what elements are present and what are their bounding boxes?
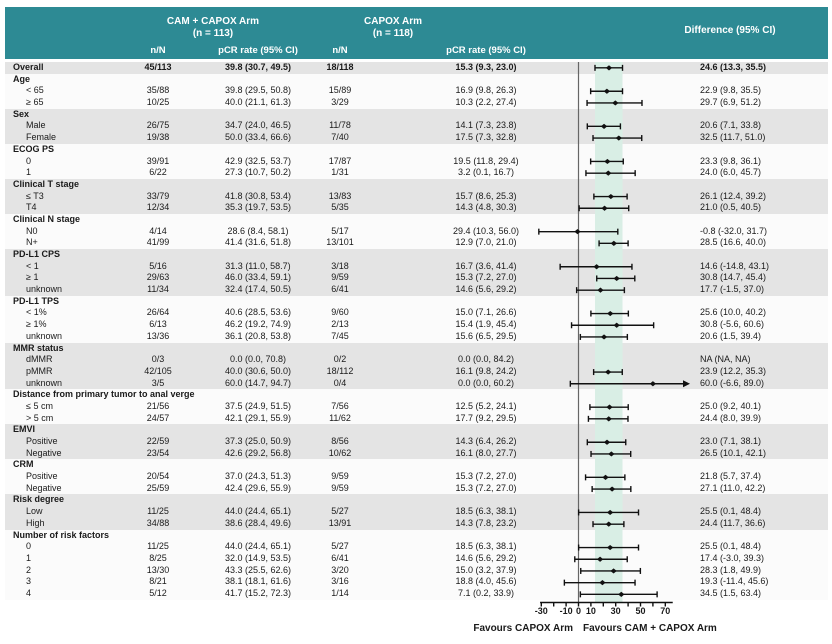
group-header-row (5, 74, 828, 86)
arm1-n-ratio: 6/22 (149, 167, 167, 178)
table-row (5, 448, 828, 460)
table-row (5, 272, 828, 284)
table-row (5, 85, 828, 97)
arm2-n-ratio: 18/112 (326, 365, 354, 376)
arm2-pcr-rate: 12.5 (5.2, 24.1) (455, 400, 517, 411)
arm1-pcr-rate: 28.6 (8.4, 58.1) (227, 225, 289, 236)
subgroup-label: > 5 cm (26, 412, 54, 423)
arm2-pcr-rate: 16.9 (9.8, 26.3) (455, 85, 517, 96)
arm1-pcr-rate: 35.3 (19.7, 53.5) (224, 202, 292, 213)
group-header-row (5, 214, 828, 226)
axis-tick-label: 30 (610, 606, 621, 616)
arm1-n-ratio: 0/3 (151, 354, 165, 365)
arm2-header (303, 16, 483, 40)
arm2-pcr-rate: 15.7 (8.6, 25.3) (455, 190, 517, 201)
arm1-pcr-rate: 39.8 (29.5, 50.8) (224, 85, 292, 96)
arm1-pcr-rate: 37.3 (25.0, 50.9) (224, 436, 292, 446)
group-header-row (5, 459, 828, 471)
arm1-pcr-rate: 50.0 (33.4, 66.6) (224, 132, 292, 143)
arm1-n-ratio: 20/54 (146, 471, 170, 482)
subgroup-label: Positive (26, 436, 58, 446)
arm1-n-ratio: 11/25 (147, 506, 169, 517)
arm2-nN-column-header: n/N (332, 45, 348, 56)
arm1-n-ratio: 5/12 (149, 587, 167, 598)
axis-tick-label: 0 (575, 606, 581, 616)
subgroup-label: Sex (13, 108, 30, 119)
subgroup-label: T4 (26, 202, 37, 213)
table-row (5, 565, 828, 577)
arm2-pcr-rate: 15.4 (1.9, 45.4) (455, 319, 517, 330)
table-row (5, 401, 828, 413)
difference-value: 17.7 (-1.5, 37.0) (700, 284, 765, 295)
arm2-n-ratio: 8/56 (331, 436, 349, 446)
subgroup-label: pMMR (26, 365, 53, 376)
arm2-pcr-rate: 14.3 (4.8, 30.3) (455, 202, 517, 213)
arm1-n-ratio: 8/25 (149, 552, 167, 563)
arm1-nN-column-header: n/N (150, 45, 166, 56)
arm1-n-ratio: 12/34 (146, 202, 170, 213)
arm1-pcr-rate: 42.6 (29.2, 56.8) (224, 447, 292, 458)
arm2-n-ratio: 3/18 (331, 260, 349, 271)
arm1-pcr-rate: 38.6 (28.4, 49.6) (224, 517, 292, 528)
table-row (5, 518, 828, 530)
arm2-pcr-rate: 7.1 (0.2, 33.9) (457, 587, 515, 598)
subgroup-label: N+ (26, 237, 38, 248)
subgroup-label: ECOG PS (13, 143, 55, 154)
axis-tick-label: -10 (559, 606, 573, 616)
arm1-pcr-rate: 40.6 (28.5, 53.6) (224, 307, 292, 318)
arm1-pcr-rate: 42.1 (29.1, 55.9) (224, 412, 292, 423)
difference-value: 34.5 (1.5, 63.4) (700, 587, 762, 598)
difference-value: 25.0 (9.2, 40.1) (700, 400, 762, 411)
arm2-pcr-rate: 12.9 (7.0, 21.0) (455, 237, 517, 248)
arm1-pcr-rate: 37.0 (24.3, 51.3) (224, 471, 292, 482)
subgroup-label: Positive (26, 471, 58, 482)
arm1-n-ratio: 26/64 (146, 307, 170, 318)
group-header-row (5, 296, 828, 308)
arm2-pcr-rate: 16.7 (3.6, 41.4) (455, 260, 517, 271)
difference-value: 25.6 (10.0, 40.2) (700, 307, 767, 318)
difference-value: 26.1 (12.4, 39.2) (700, 190, 767, 201)
arm1-pcr-rate: 27.3 (10.7, 50.2) (224, 167, 292, 178)
arm2-pcr-rate: 18.5 (6.3, 38.1) (455, 541, 517, 552)
arm2-pcr-rate: 14.1 (7.3, 23.8) (455, 120, 517, 131)
group-header-row (5, 494, 828, 506)
subgroup-label: Low (26, 506, 43, 517)
arm2-n-ratio: 3/20 (331, 564, 349, 575)
arm2-pcr-rate: 15.3 (7.2, 27.0) (455, 471, 517, 482)
subgroup-label: 2 (26, 564, 32, 575)
arm1-n-ratio: 35/88 (146, 85, 170, 96)
arm1-n-ratio: 24/57 (146, 412, 170, 423)
table-row (5, 97, 828, 109)
table-row (5, 366, 828, 378)
arm2-pcr-rate: 14.3 (7.8, 23.2) (455, 517, 517, 528)
arm2-n-ratio: 17/87 (328, 155, 352, 166)
arm1-n-ratio: 26/75 (146, 120, 170, 131)
arm1-n-ratio: 13/30 (146, 564, 170, 575)
group-header-row (5, 109, 828, 121)
arm2-n-ratio: 7/40 (331, 132, 349, 143)
arm1-n-ratio: 11/34 (147, 284, 169, 295)
subgroup-label: PD-L1 CPS (13, 249, 61, 259)
arm2-n: (n = 118) (372, 28, 414, 39)
arm1-n: (n = 113) (192, 28, 234, 39)
subgroup-label: Number of risk factors (13, 529, 110, 540)
table-row (5, 354, 828, 366)
arm1-pcr-rate: 39.8 (30.7, 49.5) (224, 62, 292, 72)
subgroup-label: ≥ 1 (26, 272, 39, 283)
arm2-pcr-rate: 3.2 (0.1, 16.7) (457, 167, 515, 178)
arm1-pcr-rate: 60.0 (14.7, 94.7) (224, 377, 292, 388)
subgroup-label: unknown (26, 330, 63, 341)
arm2-pcr-rate: 17.5 (7.3, 32.8) (455, 132, 517, 143)
overall-row (5, 62, 828, 74)
arm1-pcr-rate: 36.1 (20.8, 53.8) (224, 330, 292, 341)
difference-value: 23.3 (9.8, 36.1) (700, 155, 762, 166)
subgroup-label: ≥ 1% (26, 319, 47, 330)
arm2-n-ratio: 7/45 (331, 330, 349, 341)
arm2-pcr-rate: 0.0 (0.0, 84.2) (457, 354, 515, 365)
arm2-pcr-rate: 16.1 (8.0, 27.7) (455, 447, 517, 458)
subgroup-label: unknown (26, 284, 63, 295)
table-row (5, 167, 828, 179)
arm2-n-ratio: 2/13 (331, 319, 349, 330)
arm2-pcr-rate: 15.0 (3.2, 37.9) (455, 564, 517, 575)
arm1-header (123, 16, 303, 40)
arm2-pcr-rate: 29.4 (10.3, 56.0) (452, 225, 520, 236)
arm1-n-ratio: 3/5 (151, 377, 165, 388)
arm1-n-ratio: 25/59 (146, 482, 170, 493)
subgroup-label: Distance from primary tumor to anal verge (13, 389, 195, 400)
subgroup-label: EMVI (13, 424, 36, 435)
arm2-pcr-rate: 15.0 (7.1, 26.6) (455, 307, 517, 318)
subgroup-label: 1 (26, 552, 32, 563)
difference-value: 29.7 (6.9, 51.2) (700, 97, 762, 108)
subgroup-label: Risk degree (13, 494, 65, 505)
subgroup-label: 1 (26, 167, 32, 178)
arm2-n-ratio: 13/91 (328, 517, 352, 528)
difference-value: 24.4 (8.0, 39.9) (700, 412, 762, 423)
table-header (5, 7, 828, 59)
arm2-n-ratio: 0/4 (333, 377, 347, 388)
arm1-n-ratio: 23/54 (146, 447, 170, 458)
table-row (5, 588, 828, 600)
arm1-pcr-rate: 40.0 (21.1, 61.3) (224, 97, 292, 108)
arm2-rate-column-header: pCR rate (95% CI) (446, 45, 526, 56)
arm1-n-ratio: 41/99 (146, 237, 170, 248)
difference-value: 25.5 (0.1, 48.4) (700, 506, 762, 517)
subgroup-label: 4 (26, 587, 32, 598)
difference-value: 22.9 (9.8, 35.5) (700, 85, 762, 96)
arm1-rate-column-header: pCR rate (95% CI) (218, 45, 298, 56)
subgroup-label: < 65 (26, 85, 44, 96)
table-row (5, 191, 828, 203)
arm2-n-ratio: 1/31 (331, 167, 349, 178)
axis-tick-label: 70 (660, 606, 671, 616)
arm2-n-ratio: 11/62 (329, 412, 351, 423)
table-row (5, 576, 828, 588)
difference-value: 20.6 (1.5, 39.4) (700, 330, 762, 341)
difference-value: 26.5 (10.1, 42.1) (700, 447, 767, 458)
arm1-n-ratio: 11/25 (147, 541, 169, 552)
arm1-n-ratio: 6/13 (149, 319, 167, 330)
table-row (5, 237, 828, 249)
subgroup-label: 0 (26, 155, 32, 166)
table-row (5, 483, 828, 495)
arm1-n-ratio: 10/25 (146, 97, 170, 108)
arm1-pcr-rate: 37.5 (24.9, 51.5) (224, 400, 292, 411)
table-row (5, 378, 828, 390)
difference-value: 60.0 (-6.6, 89.0) (700, 377, 765, 388)
difference-column-header: Difference (95% CI) (684, 25, 776, 36)
arm1-n-ratio: 19/38 (146, 132, 170, 143)
arm2-n-ratio: 5/27 (331, 541, 349, 552)
arm1-pcr-rate: 41.4 (31.6, 51.8) (224, 237, 292, 248)
arm2-n-ratio: 5/27 (331, 506, 349, 517)
arm1-pcr-rate: 0.0 (0.0, 70.8) (229, 354, 287, 365)
arm1-pcr-rate: 41.8 (30.8, 53.4) (224, 190, 292, 201)
arm1-pcr-rate: 41.7 (15.2, 72.3) (224, 587, 292, 598)
group-header-row (5, 144, 828, 156)
difference-value: 28.5 (16.6, 40.0) (700, 237, 767, 248)
table-row (5, 202, 828, 214)
arm1-pcr-rate: 43.3 (25.5, 62.6) (224, 564, 292, 575)
difference-value: 24.0 (6.0, 45.7) (700, 167, 762, 178)
difference-value: 27.1 (11.0, 42.2) (700, 482, 766, 493)
table-row (5, 261, 828, 273)
arm1-pcr-rate: 44.0 (24.4, 65.1) (224, 541, 292, 552)
table-row (5, 307, 828, 319)
arm2-n-ratio: 9/60 (331, 307, 349, 318)
arm2-n-ratio: 3/29 (331, 97, 349, 108)
table-row (5, 284, 828, 296)
arm1-n-ratio: 42/105 (144, 365, 172, 376)
difference-value: 21.8 (5.7, 37.4) (700, 471, 762, 482)
arm1-pcr-rate: 31.3 (11.0, 58.7) (225, 260, 291, 271)
arm1-n-ratio: 22/59 (146, 436, 170, 446)
arm2-n-ratio: 13/101 (326, 237, 354, 248)
subgroup-label: dMMR (26, 354, 53, 365)
subgroup-label: Negative (26, 482, 62, 493)
difference-value: 23.9 (12.2, 35.3) (700, 365, 767, 376)
difference-value: 24.4 (11.7, 36.6) (700, 517, 766, 528)
table-row (5, 226, 828, 238)
arm2-pcr-rate: 14.6 (5.6, 29.2) (455, 284, 517, 295)
arm2-pcr-rate: 15.3 (7.2, 27.0) (455, 482, 517, 493)
difference-value: 30.8 (-5.6, 60.6) (700, 319, 765, 330)
subgroup-label: 0 (26, 541, 32, 552)
arm1-pcr-rate: 32.4 (17.4, 50.5) (224, 284, 292, 295)
arm1-pcr-rate: 46.2 (19.2, 74.9) (224, 319, 292, 330)
difference-value: 21.0 (0.5, 40.5) (700, 202, 762, 213)
arm1-n-ratio: 21/56 (146, 400, 170, 411)
table-row (5, 132, 828, 144)
arm2-n-ratio: 10/62 (328, 447, 352, 458)
arm1-n-ratio: 5/16 (149, 260, 167, 271)
subgroup-label: PD-L1 TPS (13, 295, 60, 306)
arm2-n-ratio: 5/35 (331, 202, 349, 213)
subgroup-label: < 1% (26, 307, 47, 318)
subgroup-label: 3 (26, 576, 32, 587)
difference-value: 25.5 (0.1, 48.4) (700, 541, 762, 552)
arm2-n-ratio: 0/2 (333, 354, 347, 365)
axis-tick-label: -30 (534, 606, 548, 616)
favours-right-label: Favours CAM + CAPOX Arm (583, 623, 717, 634)
subgroup-label: MMR status (13, 342, 64, 353)
arm2-n-ratio: 6/41 (331, 284, 349, 295)
subgroup-label: Clinical N stage (13, 213, 81, 224)
subgroup-label: Clinical T stage (13, 178, 80, 189)
subgroup-label: CRM (13, 459, 34, 470)
arm1-pcr-rate: 46.0 (33.4, 59.1) (224, 272, 292, 283)
table-row (5, 506, 828, 518)
arm2-pcr-rate: 14.3 (6.4, 26.2) (455, 436, 517, 446)
subgroup-label: ≥ 65 (26, 97, 44, 108)
subgroup-label: ≤ T3 (26, 190, 44, 201)
arm2-pcr-rate: 18.8 (4.0, 45.6) (455, 576, 517, 587)
arm1-pcr-rate: 40.0 (30.6, 50.0) (224, 365, 292, 376)
arm2-n-ratio: 9/59 (331, 482, 349, 493)
arm1-n-ratio: 33/79 (146, 190, 170, 201)
arm2-name: CAPOX Arm (364, 16, 422, 27)
subgroup-label: ≤ 5 cm (26, 400, 53, 411)
arm1-name: CAM + CAPOX Arm (166, 16, 260, 27)
table-row (5, 471, 828, 483)
difference-value: NA (NA, NA) (700, 354, 751, 365)
difference-value: 19.3 (-11.4, 45.6) (700, 576, 769, 587)
axis-tick-label: 10 (585, 606, 596, 616)
difference-value: 32.5 (11.7, 51.0) (700, 132, 766, 143)
table-row (5, 331, 828, 343)
difference-value: 30.8 (14.7, 45.4) (700, 272, 767, 283)
table-row (5, 319, 828, 331)
difference-value: 20.6 (7.1, 33.8) (700, 120, 762, 131)
difference-value: 14.6 (-14.8, 43.1) (700, 260, 770, 271)
group-header-row (5, 249, 828, 261)
subgroup-label: Age (13, 73, 31, 84)
arm2-n-ratio: 3/16 (331, 576, 349, 587)
arm1-n-ratio: 39/91 (146, 155, 170, 166)
difference-value: 17.4 (-3.0, 39.3) (700, 552, 765, 563)
arm2-n-ratio: 9/59 (331, 272, 349, 283)
subgroup-label: High (26, 517, 45, 528)
favours-left-label: Favours CAPOX Arm (473, 623, 573, 634)
subgroup-label: < 1 (26, 260, 39, 271)
arm2-n-ratio: 13/83 (328, 190, 352, 201)
arm1-pcr-rate: 38.1 (18.1, 61.6) (224, 576, 292, 587)
arm1-pcr-rate: 42.4 (29.6, 55.9) (224, 482, 292, 493)
subgroup-label: Negative (26, 447, 62, 458)
arm1-n-ratio: 8/21 (149, 576, 167, 587)
arm2-pcr-rate: 19.5 (11.8, 29.4) (453, 155, 519, 166)
arm1-n-ratio: 45/113 (144, 62, 172, 72)
arm2-n-ratio: 9/59 (331, 471, 349, 482)
table-row (5, 413, 828, 425)
arm1-n-ratio: 4/14 (149, 225, 167, 236)
arm2-pcr-rate: 15.3 (7.2, 27.0) (455, 272, 517, 283)
difference-value: 28.3 (1.8, 49.9) (700, 564, 762, 575)
arm2-n-ratio: 6/41 (331, 552, 349, 563)
arm1-n-ratio: 29/63 (146, 272, 170, 283)
axis-tick-label: 50 (635, 606, 646, 616)
arm1-n-ratio: 34/88 (146, 517, 170, 528)
subgroup-label: Female (26, 132, 57, 143)
difference-value: 23.0 (7.1, 38.1) (700, 436, 762, 446)
arm2-pcr-rate: 18.5 (6.3, 38.1) (455, 506, 517, 517)
difference-value: 24.6 (13.3, 35.5) (700, 62, 767, 72)
table-row (5, 120, 828, 132)
table-row (5, 553, 828, 565)
table-row (5, 541, 828, 553)
table-row (5, 156, 828, 168)
arm2-pcr-rate: 16.1 (9.8, 24.2) (455, 365, 517, 376)
subgroup-label: unknown (26, 377, 63, 388)
arm2-n-ratio: 15/89 (328, 85, 352, 96)
arm2-pcr-rate: 17.7 (9.2, 29.5) (455, 412, 517, 423)
group-header-row (5, 530, 828, 542)
arm2-pcr-rate: 15.3 (9.3, 23.0) (455, 62, 517, 72)
arm2-n-ratio: 1/14 (331, 587, 349, 598)
subgroup-label: N0 (26, 225, 38, 236)
arm2-pcr-rate: 15.6 (6.5, 29.5) (455, 330, 517, 341)
arm2-pcr-rate: 0.0 (0.0, 60.2) (457, 377, 515, 388)
arm1-pcr-rate: 32.0 (14.9, 53.5) (224, 552, 292, 563)
group-header-row (5, 424, 828, 436)
subgroup-label: Male (26, 120, 46, 131)
subgroup-table (5, 62, 828, 600)
arm2-n-ratio: 5/17 (331, 225, 349, 236)
group-header-row (5, 343, 828, 355)
subgroup-label: Overall (13, 62, 44, 72)
arm2-n-ratio: 18/118 (326, 62, 354, 72)
arm2-pcr-rate: 10.3 (2.2, 27.4) (455, 97, 517, 108)
arm1-n-ratio: 13/36 (146, 330, 170, 341)
table-row (5, 436, 828, 448)
arm2-pcr-rate: 14.6 (5.6, 29.2) (455, 552, 517, 563)
arm1-pcr-rate: 34.7 (24.0, 46.5) (224, 120, 292, 131)
arm2-n-ratio: 7/56 (331, 400, 349, 411)
difference-value: -0.8 (-32.0, 31.7) (700, 225, 768, 236)
arm2-n-ratio: 11/78 (329, 120, 351, 131)
arm1-pcr-rate: 42.9 (32.5, 53.7) (224, 155, 292, 166)
group-header-row (5, 179, 828, 191)
arm1-pcr-rate: 44.0 (24.4, 65.1) (224, 506, 292, 517)
group-header-row (5, 389, 828, 401)
